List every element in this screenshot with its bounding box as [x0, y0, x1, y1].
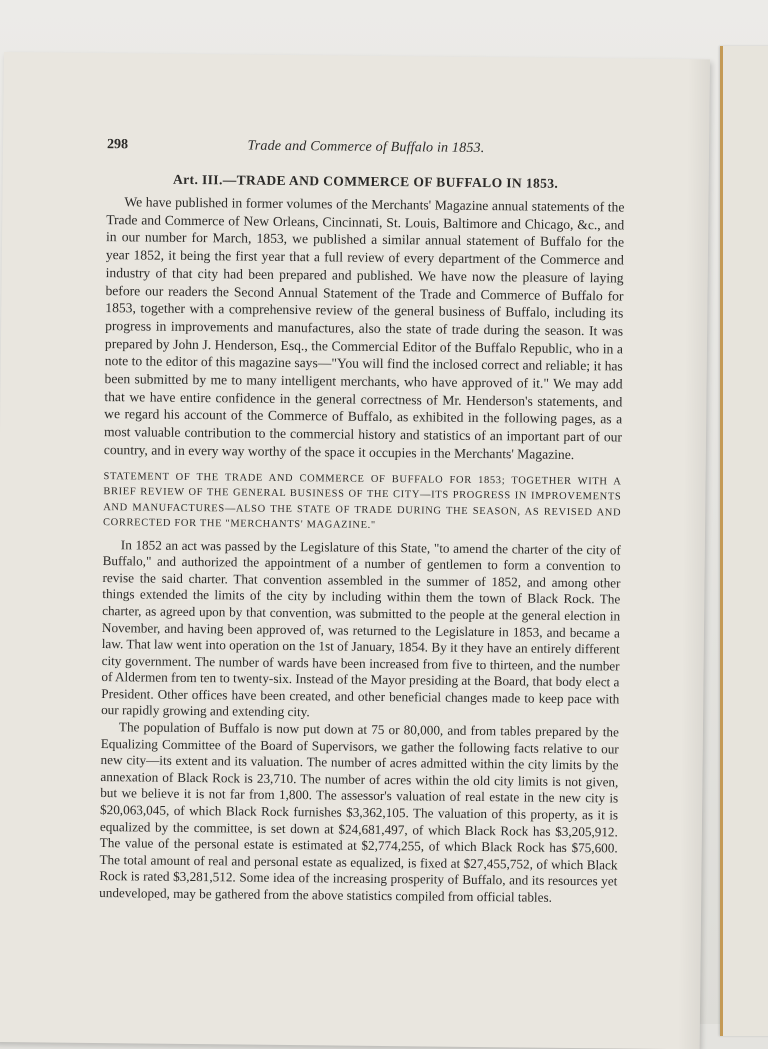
page-content — [99, 137, 625, 907]
body-paragraph-charter: In 1852 an act was passed by the Legislature of this State, "to amend the charter of the city of Buffalo," and authorized the appointment of a number of gentlemen to form a convention to revise the said charter. That convention assembled in the summer of 1852, and among other things extended the limits of the city by including within them the town of Black Rock. The charter, as agreed upon by that convention, was submitted to the people at the general election in November, and having been approved of, was returned to the Legislature in 1853, and became a law. That law went into operation on the 1st of January, 1854. By it they have an entirely different city government. The number of wards have been increased from five to thirteen, and the number of Aldermen from ten to twenty-six. Instead of the Mayor presiding at the Board, that body elect a President. Other offices have been created, and other beneficial changes made to keep pace with our rapidly growing and extending city. — [101, 536, 621, 720]
page-number: 298 — [106, 137, 129, 153]
article-title: Art. III.—TRADE AND COMMERCE OF BUFFALO IN 1853. — [172, 171, 559, 191]
magazine-page — [0, 52, 710, 1049]
intro-paragraph: We have published in former volumes of the Merchants' Magazine annual statements of the Trade and Commerce of New Orleans, Cincinnati, St. Louis, Baltimore and Chicago, &c., and in our number for March, 1853, we published a similar annual statement of Buffalo for the year 1852, it being the first year that a full review of every department of the Commerce and industry of that city had been prepared and published. We have now the pleasure of laying before our readers the Second Annual Statement of the Trade and Commerce of Buffalo for 1853, together with a comprehensive review of the general business of Buffalo, including its progress in improvements and manufactures, also the state of trade during the season. It was prepared by John J. Henderson, Esq., the Commercial Editor of the Buffalo Republic, who in a note to the editor of this magazine says—"You will find the inclosed correct and reliable; it has been submitted by me to many intelligent merchants, who have approved of it." We may add that we have entire confidence in the general correctness of Mr. Henderson's statements, and we regard his account of the Commerce of Buffalo, as exhibited in the following pages, as a most valuable contribution to the commercial history and statistics of an important part of our country, and in every way worthy of the space it occupies in the Merchants' Magazine. — [103, 194, 625, 462]
body-paragraph-population: The population of Buffalo is now put down at 75 or 80,000, and from tables prepared by the Equalizing Committee of the Board of Supervisors, we gather the following facts relative to our new city—its extent and its valuation. The number of acres admitted within the city limits by the annexation of Black Rock is 23,710. The number of acres within the old city limits is not given, but we believe it is not far from 1,800. The assessor's valuation of real estate in the new city is $20,063,045, of which Black Rock furnishes $3,362,105. The valuation of this property, as it is equalized by the committee, is set down at $24,681,497, of which Black Rock has $3,205,912. The value of the personal estate is estimated at $2,774,255, of which Black Rock has $75,600. The total amount of real and personal estate as equalized, is fixed at $27,455,752, of which Black Rock is rated $3,281,512. Some idea of the increasing prosperity of Buffalo, and its resources yet undeveloped, may be gathered from the above statistics compiled from official tables. — [99, 719, 619, 905]
running-head — [107, 137, 625, 166]
adjacent-page-edge — [720, 46, 768, 1036]
running-title: Trade and Commerce of Buffalo in 1853. — [247, 138, 485, 157]
statement-heading: STATEMENT OF THE TRADE AND COMMERCE OF BUFFALO FOR 1853; TOGETHER WITH A BRIEF REVIEW OF THE GENERAL BUSINESS OF THE CITY—ITS PROGRESS IN IMPROVEMENTS AND MANUFACTURES—ALSO THE STATE OF TRADE DURING THE SEASON, AS REVISED AND CORRECTED FOR THE "MERCHANTS' MAGAZINE." — [103, 470, 622, 531]
